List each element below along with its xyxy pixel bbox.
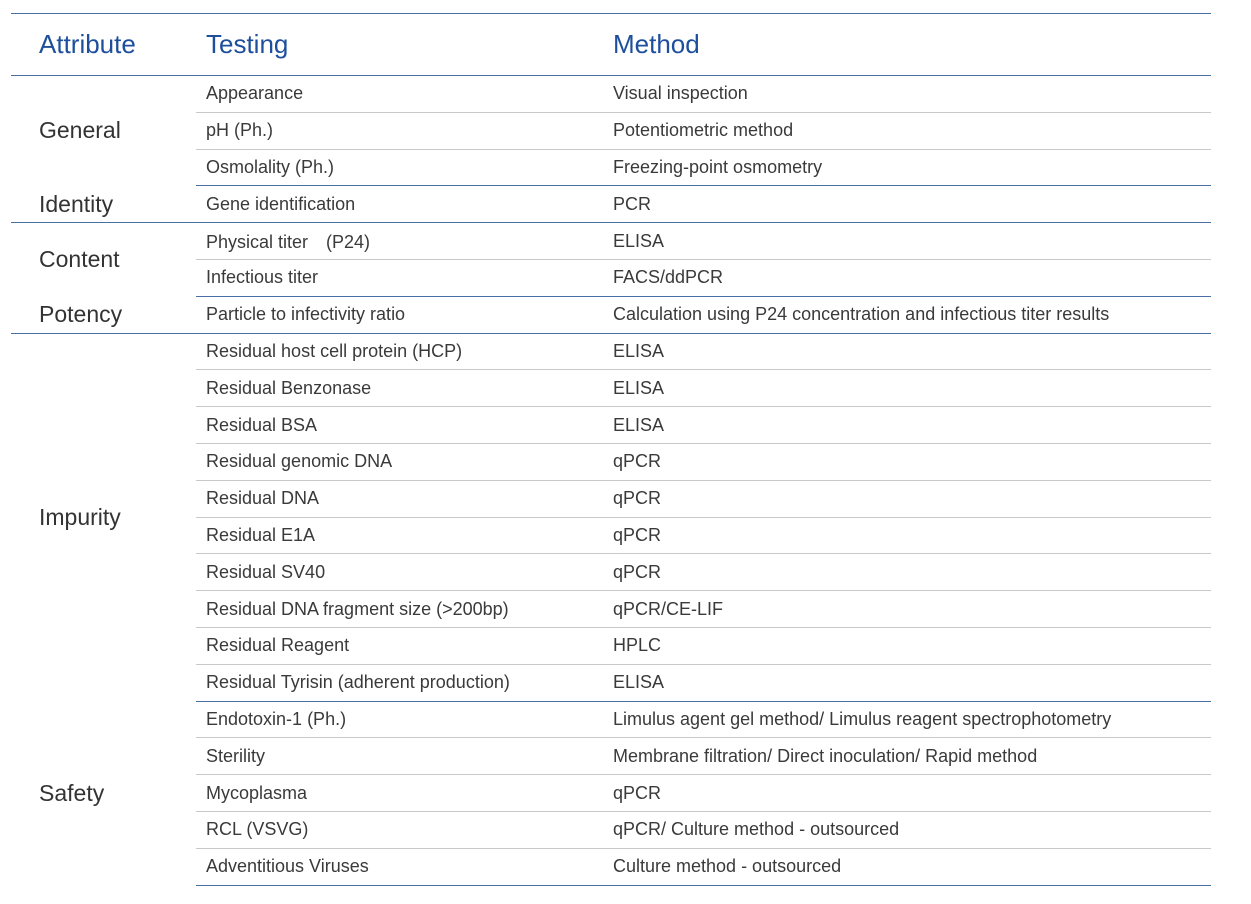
table-row	[11, 223, 1211, 260]
method-cell: qPCR	[604, 480, 1211, 517]
attribute-cell: Identity	[11, 186, 196, 223]
testing-cell: pH (Ph.)	[196, 112, 604, 149]
method-cell: PCR	[604, 186, 1211, 223]
testing-cell: Physical titer (P24)	[196, 223, 604, 260]
attribute-cell: Impurity	[39, 503, 121, 530]
testing-cell: Appearance	[196, 76, 604, 113]
quality-attributes-table-container	[11, 13, 1211, 886]
method-cell: Membrane filtration/ Direct inoculation/ Rapid method	[604, 738, 1211, 775]
testing-cell: Adventitious Viruses	[196, 848, 604, 885]
attribute-cell: General	[39, 117, 121, 144]
method-cell: HPLC	[604, 627, 1211, 664]
header-row	[11, 14, 1211, 76]
method-cell: qPCR/ Culture method - outsourced	[604, 811, 1211, 848]
header-attribute: Attribute	[39, 29, 136, 59]
testing-cell: Residual genomic DNA	[196, 443, 604, 480]
table-row	[11, 296, 1211, 333]
method-cell: Limulus agent gel method/ Limulus reagent spectrophotometry	[604, 701, 1211, 738]
attribute-cell: Potency	[11, 296, 196, 333]
table-row	[11, 701, 1211, 738]
method-cell: ELISA	[604, 370, 1211, 407]
method-cell: Visual inspection	[604, 76, 1211, 113]
table-header	[11, 14, 1211, 76]
testing-cell: Mycoplasma	[196, 775, 604, 812]
testing-cell: Residual DNA	[196, 480, 604, 517]
method-cell: FACS/ddPCR	[604, 259, 1211, 296]
table-body	[11, 76, 1211, 886]
method-cell: qPCR	[604, 775, 1211, 812]
method-cell: ELISA	[604, 407, 1211, 444]
testing-cell: Infectious titer	[196, 259, 604, 296]
testing-cell: Residual host cell protein (HCP)	[196, 333, 604, 370]
testing-cell: Residual Tyrisin (adherent production)	[196, 664, 604, 701]
header-method: Method	[613, 29, 700, 59]
testing-cell: Residual Benzonase	[196, 370, 604, 407]
header-testing: Testing	[206, 29, 289, 59]
method-cell: qPCR	[604, 443, 1211, 480]
testing-cell: Residual Reagent	[196, 627, 604, 664]
method-cell: qPCR	[604, 554, 1211, 591]
table-row	[11, 186, 1211, 223]
testing-cell: Residual BSA	[196, 407, 604, 444]
attribute-cell: Content	[39, 246, 120, 273]
testing-cell: Osmolality (Ph.)	[196, 149, 604, 186]
testing-cell: Sterility	[196, 738, 604, 775]
testing-cell: Particle to infectivity ratio	[196, 296, 604, 333]
table-row	[11, 333, 1211, 370]
method-cell: Culture method - outsourced	[604, 848, 1211, 885]
method-cell: Calculation using P24 concentration and infectious titer results	[604, 296, 1211, 333]
table-row	[11, 76, 1211, 113]
method-cell: Freezing-point osmometry	[604, 149, 1211, 186]
testing-cell: Residual DNA fragment size (>200bp)	[196, 591, 604, 628]
testing-cell: Endotoxin-1 (Ph.)	[196, 701, 604, 738]
attribute-cell: Safety	[39, 779, 105, 806]
testing-cell: RCL (VSVG)	[196, 811, 604, 848]
method-cell: qPCR/CE-LIF	[604, 591, 1211, 628]
quality-attributes-table	[11, 13, 1211, 886]
method-cell: Potentiometric method	[604, 112, 1211, 149]
method-cell: ELISA	[604, 223, 1211, 260]
testing-cell: Residual SV40	[196, 554, 604, 591]
method-cell: ELISA	[604, 664, 1211, 701]
testing-cell: Gene identification	[196, 186, 604, 223]
method-cell: qPCR	[604, 517, 1211, 554]
method-cell: ELISA	[604, 333, 1211, 370]
testing-cell: Residual E1A	[196, 517, 604, 554]
